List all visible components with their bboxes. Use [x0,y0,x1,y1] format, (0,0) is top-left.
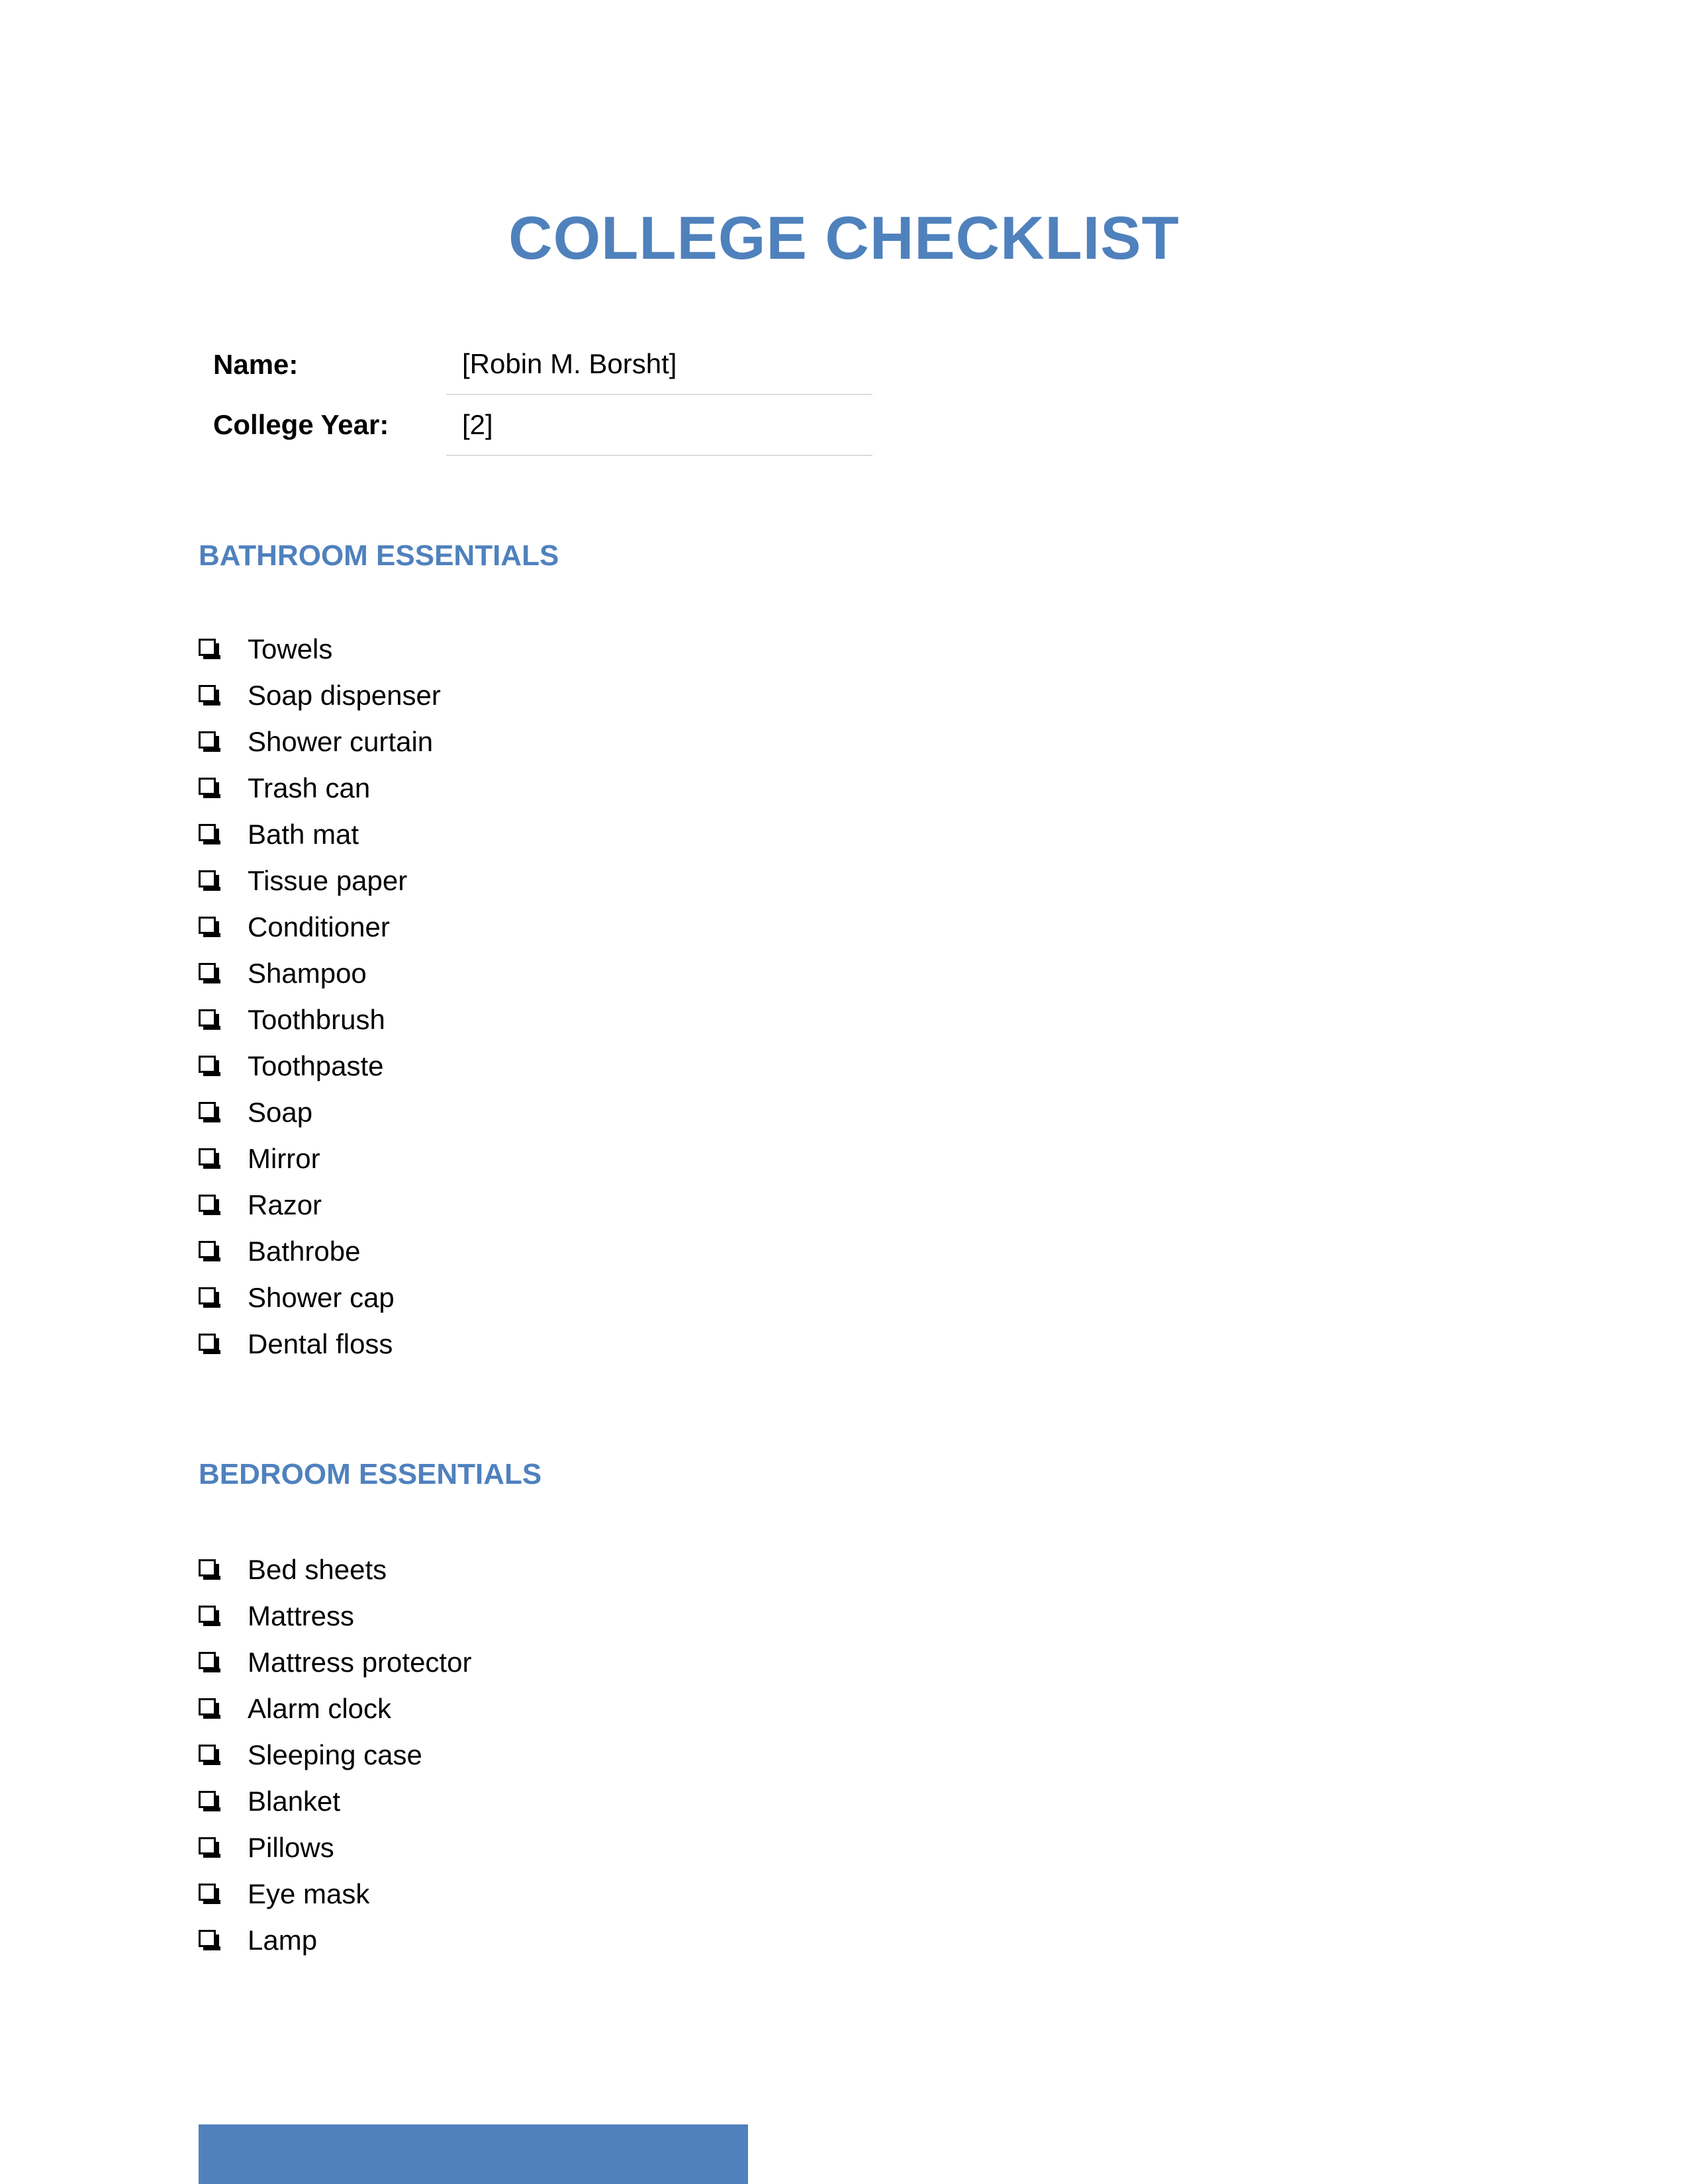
checkbox-icon[interactable] [199,1009,216,1026]
bathroom-checklist [199,626,441,1367]
checklist-item[interactable] [199,1089,441,1136]
checklist-item[interactable] [199,997,441,1043]
name-field[interactable]: [Robin M. Borsht] [446,334,872,394]
checklist-item-label: Mattress protector [248,1647,472,1678]
checklist-item-label: Dental floss [248,1328,393,1359]
checklist-item[interactable] [199,1732,471,1778]
checklist-item-label: Bathrobe [248,1236,361,1267]
checkbox-icon[interactable] [199,778,216,795]
checkbox-icon[interactable] [199,917,216,934]
checklist-item-label: Alarm clock [248,1693,392,1724]
student-info-table [200,334,872,456]
checkbox-icon[interactable] [199,1930,216,1947]
checklist-item-label: Mirror [248,1143,320,1174]
checkbox-icon[interactable] [199,824,216,841]
checkbox-icon[interactable] [199,1698,216,1715]
checklist-item-label: Towels [248,633,333,664]
checkbox-icon[interactable] [199,1559,216,1576]
checklist-item[interactable] [199,1275,441,1321]
checklist-item-label: Soap [248,1097,313,1128]
checklist-item[interactable] [199,672,441,719]
checklist-item[interactable] [199,1825,471,1871]
checklist-item[interactable] [199,1547,471,1593]
checklist-item[interactable] [199,1639,471,1686]
checklist-item[interactable] [199,1321,441,1367]
checklist-item[interactable] [199,1871,471,1917]
checklist-item-label: Pillows [248,1832,334,1863]
checklist-item-label: Shower cap [248,1282,395,1313]
bedroom-section-heading: BEDROOM ESSENTIALS [199,1458,542,1490]
checkbox-icon[interactable] [199,1884,216,1901]
checklist-item[interactable] [199,858,441,904]
checklist-item[interactable] [199,1043,441,1089]
checklist-item-label: Sleeping case [248,1739,422,1770]
checklist-item[interactable] [199,626,441,672]
checklist-item-label: Trash can [248,772,371,803]
checkbox-icon[interactable] [199,1241,216,1258]
checkbox-icon[interactable] [199,639,216,656]
checkbox-icon[interactable] [199,1652,216,1669]
checklist-item[interactable] [199,811,441,858]
checkbox-icon[interactable] [199,731,216,749]
college-year-row [200,394,872,455]
checklist-item-label: Soap dispenser [248,680,441,711]
checklist-item[interactable] [199,904,441,950]
checklist-item-label: Blanket [248,1786,341,1817]
checklist-item-label: Bed sheets [248,1554,387,1585]
college-year-field[interactable]: [2] [446,394,872,455]
checklist-item-label: Lamp [248,1925,318,1956]
checklist-item[interactable] [199,1182,441,1228]
checklist-item-label: Shower curtain [248,726,434,757]
checkbox-icon[interactable] [199,963,216,980]
checkbox-icon[interactable] [199,1195,216,1212]
checklist-item[interactable] [199,1593,471,1639]
checkbox-icon[interactable] [199,1606,216,1623]
checklist-item[interactable] [199,719,441,765]
checklist-item[interactable] [199,1686,471,1732]
college-year-label: College Year: [213,409,389,440]
checklist-item-label: Toothbrush [248,1004,385,1035]
checklist-item-label: Bath mat [248,819,359,850]
page-title: COLLEGE CHECKLIST [508,205,1180,272]
checklist-item-label: Shampoo [248,958,367,989]
checklist-item[interactable] [199,1917,471,1964]
checklist-item-label: Toothpaste [248,1050,384,1081]
checkbox-icon[interactable] [199,685,216,702]
checklist-item[interactable] [199,950,441,997]
checklist-item[interactable] [199,1228,441,1275]
checkbox-icon[interactable] [199,1791,216,1808]
checklist-item-label: Tissue paper [248,865,408,896]
checklist-item-label: Mattress [248,1600,355,1631]
checklist-item[interactable] [199,765,441,811]
checklist-item[interactable] [199,1136,441,1182]
checklist-item-label: Razor [248,1189,322,1220]
checkbox-icon[interactable] [199,1102,216,1119]
bathroom-section-heading: BATHROOM ESSENTIALS [199,539,559,572]
checkbox-icon[interactable] [199,1287,216,1304]
bedroom-checklist [199,1547,471,1964]
footer-accent-bar [199,2124,748,2184]
checkbox-icon[interactable] [199,1745,216,1762]
name-label: Name: [213,348,299,380]
checkbox-icon[interactable] [199,1837,216,1854]
checklist-item[interactable] [199,1778,471,1825]
checkbox-icon[interactable] [199,1056,216,1073]
checklist-item-label: Conditioner [248,911,390,942]
checkbox-icon[interactable] [199,870,216,887]
checkbox-icon[interactable] [199,1148,216,1165]
name-row [200,334,872,394]
checkbox-icon[interactable] [199,1334,216,1351]
checklist-item-label: Eye mask [248,1878,370,1909]
